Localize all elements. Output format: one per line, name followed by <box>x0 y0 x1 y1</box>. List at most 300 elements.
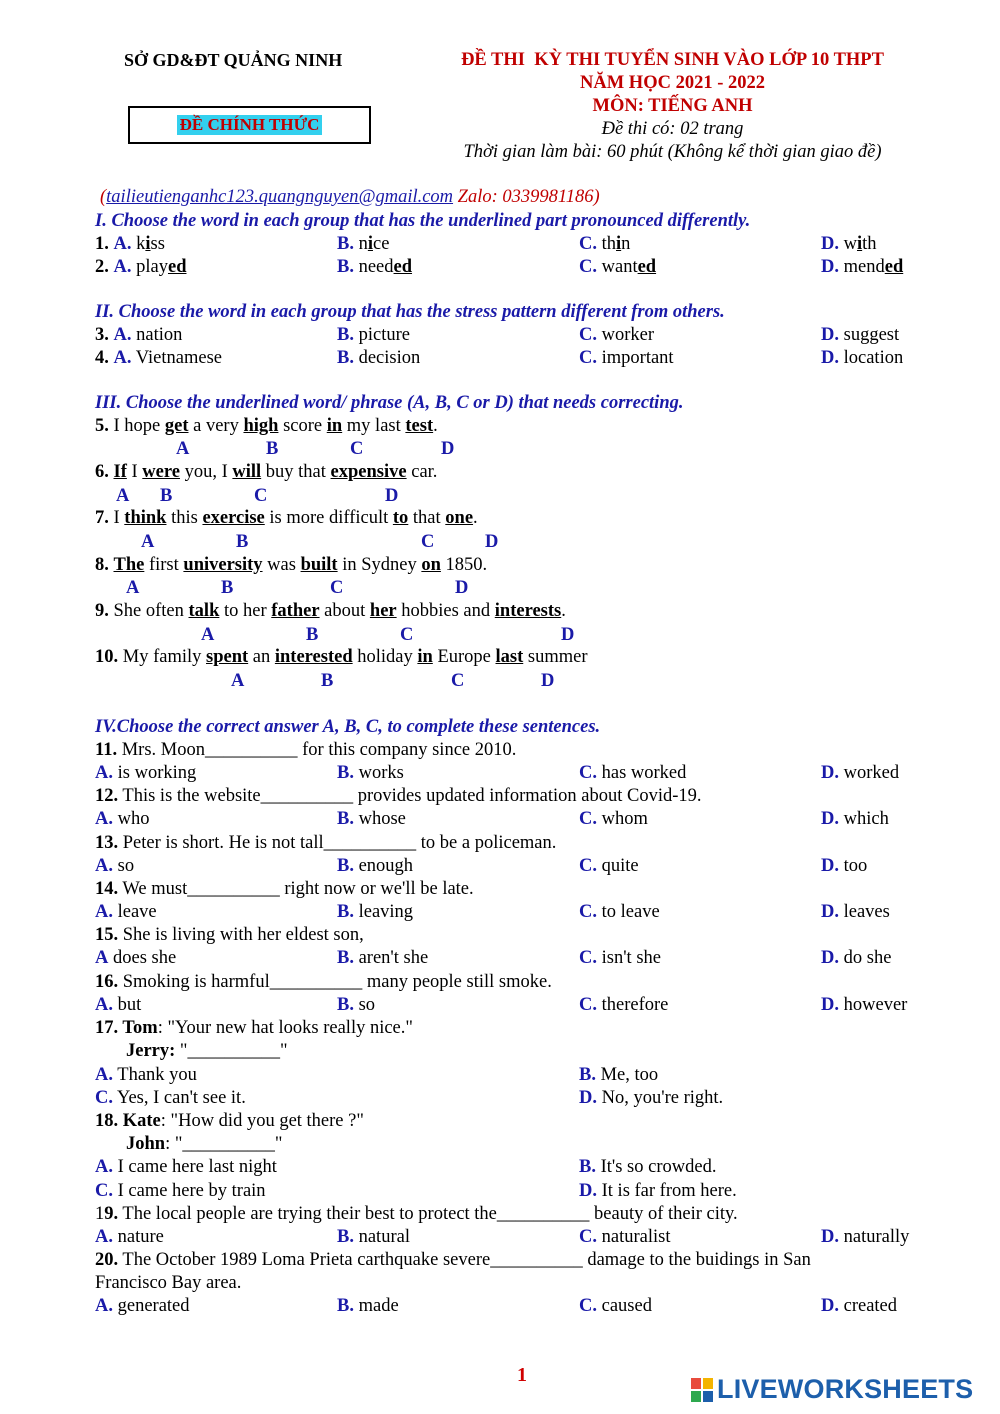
section-4-heading: IV.Choose the correct answer A, B, C, to complete these sentences. <box>95 717 601 737</box>
q17-c-text: Yes, I can't see it. <box>113 1088 246 1108</box>
q8-label-d: D <box>455 578 469 598</box>
q2-b <box>337 257 412 278</box>
official-label: ĐỀ CHÍNH THỨC <box>177 115 323 135</box>
q18-number: 18. <box>95 1111 119 1131</box>
section-2-heading: II. Choose the word in each group that has the stress pattern different from others. <box>95 302 725 322</box>
q11-d-text: worked <box>839 763 900 783</box>
q18-c-text: I came here by train <box>113 1181 266 1201</box>
school-year: NĂM HỌC 2021 - 2022 <box>580 73 765 93</box>
q18-stem <box>95 1111 364 1132</box>
q17-c-letter: C. <box>95 1088 113 1108</box>
q11-c-text: has worked <box>597 763 687 783</box>
q8-text-5: 1850. <box>440 555 488 575</box>
q10-label-c: C <box>451 671 465 691</box>
q10-text-3: holiday <box>352 647 418 667</box>
q15-d-text: do she <box>839 948 892 968</box>
question-3 <box>0 325 1000 348</box>
question-4 <box>0 348 1000 371</box>
q14-a[interactable] <box>95 902 157 923</box>
question-9 <box>95 601 566 622</box>
q16-number: 16. <box>95 972 119 992</box>
q17-c[interactable] <box>95 1088 246 1109</box>
q13-d-letter: D. <box>821 856 839 876</box>
q2-c-letter: C. <box>579 257 597 277</box>
q9-underlined-b: father <box>271 601 320 621</box>
q13-a-text: so <box>113 856 135 876</box>
q1-b-pre: n <box>358 234 368 254</box>
q17-b[interactable] <box>579 1065 658 1086</box>
q11-b-letter: B. <box>337 763 354 783</box>
q6-label-c: C <box>254 486 268 506</box>
q4-c-text: important <box>601 348 674 368</box>
q15-a-text: does she <box>108 948 177 968</box>
q20-d[interactable] <box>821 1296 897 1317</box>
q16-d[interactable] <box>821 995 907 1016</box>
q18-c[interactable] <box>95 1181 266 1202</box>
q12-d[interactable] <box>821 809 889 830</box>
q1-d-post: th <box>862 234 877 254</box>
q14-b-text: leaving <box>353 902 414 922</box>
q17-stem <box>95 1018 413 1039</box>
q16-b-letter: B. <box>337 995 354 1015</box>
q2-number: 2. <box>95 257 109 277</box>
official-label-box <box>128 106 371 144</box>
q15-d[interactable] <box>821 948 891 969</box>
q20-stem-line-2: Francisco Bay area. <box>95 1273 242 1293</box>
q11-options <box>0 763 1000 786</box>
q10-label-b: B <box>321 671 334 691</box>
q1-a-pre: k <box>136 234 146 254</box>
q15-d-letter: D. <box>821 948 839 968</box>
q6-label-a: A <box>116 486 130 506</box>
q9-text-3: about <box>319 601 370 621</box>
q17-number: 17. <box>95 1018 119 1038</box>
q3-number: 3. <box>95 325 109 345</box>
q16-b-text: so <box>353 995 376 1015</box>
q4-b <box>337 348 420 369</box>
q14-options <box>0 902 1000 925</box>
question-6 <box>95 462 437 483</box>
contact-zalo: Zalo: 0339981186) <box>453 187 600 207</box>
q11-b[interactable] <box>337 763 404 784</box>
q20-options <box>0 1296 1000 1319</box>
q5-label-b: B <box>266 439 279 459</box>
q13-c[interactable] <box>579 856 639 877</box>
q7-label-a: A <box>141 532 155 552</box>
q20-a-text: generated <box>113 1296 190 1316</box>
q4-b-letter: B. <box>337 348 354 368</box>
contact-line <box>100 187 600 208</box>
q1-b-post: ce <box>372 234 390 254</box>
q2-d-underlined: ed <box>884 257 904 277</box>
q9-label-a: A <box>201 625 215 645</box>
q10-text-1: My family <box>118 647 206 667</box>
exam-title: ĐỀ THI KỲ THI TUYỂN SINH VÀO LỚP 10 THPT <box>461 50 884 70</box>
q16-c-text: therefore <box>597 995 669 1015</box>
q13-b-text: enough <box>353 856 414 876</box>
q16-d-text: however <box>839 995 908 1015</box>
q12-b-letter: B. <box>337 809 354 829</box>
q17-options-row2 <box>0 1088 1000 1111</box>
q19-number-prefix: 1 <box>95 1204 105 1224</box>
q16-a[interactable] <box>95 995 141 1016</box>
q3-b-text: picture <box>358 325 410 345</box>
q9-label-d: D <box>561 625 575 645</box>
section-1-heading: I. Choose the word in each group that has the underlined part pronounced differently. <box>95 211 751 231</box>
page-number: 1 <box>517 1364 527 1386</box>
q19-c-letter: C. <box>579 1227 597 1247</box>
q10-text-5: summer <box>523 647 588 667</box>
q17-speaker-1: Tom <box>118 1018 158 1038</box>
q11-stem <box>95 740 516 761</box>
q13-c-letter: C. <box>579 856 597 876</box>
q14-d[interactable] <box>821 902 890 923</box>
q3-c-text: worker <box>601 325 655 345</box>
q19-a[interactable] <box>95 1227 164 1248</box>
q8-underlined-a: The <box>113 555 145 575</box>
liveworksheets-brand[interactable] <box>690 1374 973 1405</box>
q1-b <box>337 234 389 255</box>
q2-b-underlined: ed <box>393 257 413 277</box>
q9-label-b: B <box>306 625 319 645</box>
q19-options <box>0 1227 1000 1250</box>
q8-text-4: in Sydney <box>337 555 422 575</box>
q18-b-text: It's so crowded. <box>595 1157 717 1177</box>
q17-a-text: Thank you <box>113 1065 197 1085</box>
q12-a-letter: A. <box>95 809 113 829</box>
q1-a <box>95 234 165 255</box>
q2-c-underlined: ed <box>637 257 657 277</box>
q7-label-d: D <box>485 532 499 552</box>
q16-c-letter: C. <box>579 995 597 1015</box>
q20-number: 20. <box>95 1250 119 1270</box>
q13-b-letter: B. <box>337 856 354 876</box>
q15-a[interactable] <box>95 948 176 969</box>
q2-a-pre: play <box>136 257 168 277</box>
q12-c-text: whom <box>597 809 648 829</box>
q10-label-a: A <box>231 671 245 691</box>
q6-label-b: B <box>160 486 173 506</box>
q1-number: 1. <box>95 234 109 254</box>
q14-c-letter: C. <box>579 902 597 922</box>
q15-c-text: isn't she <box>597 948 661 968</box>
q16-d-letter: D. <box>821 995 839 1015</box>
q3-c-letter: C. <box>579 325 597 345</box>
q8-label-c: C <box>330 578 344 598</box>
liveworksheets-logo-icon <box>690 1377 714 1403</box>
q18-c-letter: C. <box>95 1181 113 1201</box>
q14-a-text: leave <box>113 902 157 922</box>
q8-underlined-c: built <box>300 555 338 575</box>
q12-a[interactable] <box>95 809 150 830</box>
q19-c[interactable] <box>579 1227 670 1248</box>
q6-text-5: car. <box>406 462 438 482</box>
q16-c[interactable] <box>579 995 668 1016</box>
q9-underlined-c: her <box>369 601 397 621</box>
q18-a[interactable] <box>95 1157 277 1178</box>
q15-stem <box>95 925 364 946</box>
q18-d-letter: D. <box>579 1181 597 1201</box>
q12-b-text: whose <box>353 809 406 829</box>
department-name: SỞ GD&ĐT QUẢNG NINH <box>124 50 343 70</box>
q19-d[interactable] <box>821 1227 909 1248</box>
q3-a <box>95 325 182 346</box>
q12-d-text: which <box>839 809 889 829</box>
q20-b-letter: B. <box>337 1296 354 1316</box>
q1-b-letter: B. <box>337 234 354 254</box>
q12-c[interactable] <box>579 809 648 830</box>
q18-reply <box>126 1134 282 1155</box>
q7-underlined-c: to <box>392 508 409 528</box>
q12-c-letter: C. <box>579 809 597 829</box>
q5-text-5: . <box>433 416 438 436</box>
q14-number: 14. <box>95 879 119 899</box>
q6-underlined-a: If <box>113 462 127 482</box>
contact-email-link[interactable]: tailieutienganhc123.quangnguyen@gmail.com <box>106 187 454 207</box>
q9-text-1: She often <box>108 601 189 621</box>
q8-label-b: B <box>221 578 234 598</box>
q20-stem <box>95 1250 811 1271</box>
q16-a-text: but <box>113 995 142 1015</box>
q9-text-5: . <box>561 601 566 621</box>
q20-d-text: created <box>839 1296 898 1316</box>
question-7 <box>95 508 478 529</box>
q20-stem-text-1: The October 1989 Loma Prieta carthquake severe__________ damage to the buidings in San <box>118 1250 811 1270</box>
q6-label-d: D <box>385 486 399 506</box>
q13-options <box>0 856 1000 879</box>
q12-d-letter: D. <box>821 809 839 829</box>
q17-d-text: No, you're right. <box>597 1088 724 1108</box>
q11-a-text: is working <box>113 763 197 783</box>
q3-c <box>579 325 654 346</box>
q14-c[interactable] <box>579 902 660 923</box>
q14-c-text: to leave <box>597 902 660 922</box>
q16-stem-text: Smoking is harmful__________ many people still smoke. <box>118 972 552 992</box>
q7-text-4: that <box>408 508 446 528</box>
q7-text-5: . <box>473 508 478 528</box>
q7-number: 7. <box>95 508 109 528</box>
q7-underlined-a: think <box>124 508 167 528</box>
q5-label-c: C <box>350 439 364 459</box>
q15-b[interactable] <box>337 948 428 969</box>
q3-a-letter: A. <box>113 325 132 345</box>
pages-info: Đề thi có: 02 trang <box>601 119 744 139</box>
q18-a-letter: A. <box>95 1157 113 1177</box>
q1-d-underlined: i <box>857 234 863 254</box>
q19-stem <box>95 1204 738 1225</box>
q18-options-row1 <box>0 1157 1000 1180</box>
q1-c <box>579 234 630 255</box>
q19-b-text: natural <box>353 1227 410 1247</box>
q10-number: 10. <box>95 647 119 667</box>
q4-a <box>95 348 222 369</box>
q15-options <box>0 948 1000 971</box>
q20-b-text: made <box>353 1296 399 1316</box>
q18-line-2: : "__________" <box>165 1134 283 1154</box>
q19-a-letter: A. <box>95 1227 113 1247</box>
q17-line-1: : "Your new hat looks really nice." <box>157 1018 413 1038</box>
q15-stem-text: She is living with her eldest son, <box>118 925 364 945</box>
q2-c <box>579 257 656 278</box>
q11-c-letter: C. <box>579 763 597 783</box>
q8-underlined-b: university <box>183 555 263 575</box>
q2-d-letter: D. <box>821 257 839 277</box>
q17-a[interactable] <box>95 1065 197 1086</box>
q9-number: 9. <box>95 601 109 621</box>
q18-a-text: I came here last night <box>113 1157 277 1177</box>
q17-a-letter: A. <box>95 1065 113 1085</box>
q11-stem-text: Mrs. Moon__________ for this company since 2010. <box>117 740 517 760</box>
q5-text-3: score <box>278 416 327 436</box>
q8-number: 8. <box>95 555 109 575</box>
q17-d-letter: D. <box>579 1088 597 1108</box>
q20-b[interactable] <box>337 1296 399 1317</box>
q16-b[interactable] <box>337 995 375 1016</box>
q7-label-b: B <box>236 532 249 552</box>
q1-c-post: n <box>621 234 631 254</box>
q12-stem <box>95 786 702 807</box>
q10-underlined-c: in <box>417 647 433 667</box>
q11-a-letter: A. <box>95 763 113 783</box>
q13-b[interactable] <box>337 856 413 877</box>
q10-text-4: Europe <box>432 647 496 667</box>
q10-underlined-b: interested <box>274 647 353 667</box>
q2-c-pre: want <box>601 257 638 277</box>
q6-text-4: buy that <box>261 462 331 482</box>
q5-text-1: I hope <box>108 416 165 436</box>
q13-stem <box>95 833 556 854</box>
time-info: Thời gian làm bài: 60 phút (Không kể thời gian giao đề) <box>463 142 882 162</box>
q7-underlined-d: one <box>445 508 474 528</box>
liveworksheets-brand-text: LIVEWORKSHEETS <box>717 1374 974 1404</box>
q20-d-letter: D. <box>821 1296 839 1316</box>
q18-speaker-1: Kate <box>118 1111 161 1131</box>
q18-b-letter: B. <box>579 1157 596 1177</box>
q2-b-letter: B. <box>337 257 354 277</box>
q19-stem-text: The local people are trying their best to protect the__________ beauty of their city. <box>118 1204 738 1224</box>
q20-c[interactable] <box>579 1296 652 1317</box>
q1-d-pre: w <box>843 234 857 254</box>
q17-options-row1 <box>0 1065 1000 1088</box>
q5-label-a: A <box>176 439 190 459</box>
q14-b-letter: B. <box>337 902 354 922</box>
q9-text-2: to her <box>219 601 272 621</box>
q9-underlined-a: talk <box>188 601 220 621</box>
q18-speaker-2: John <box>126 1134 166 1154</box>
q7-label-c: C <box>421 532 435 552</box>
q11-b-text: works <box>353 763 404 783</box>
q17-d[interactable] <box>579 1088 723 1109</box>
q14-d-letter: D. <box>821 902 839 922</box>
q13-a[interactable] <box>95 856 134 877</box>
q4-a-text: Vietnamese <box>135 348 223 368</box>
q16-stem <box>95 972 552 993</box>
q5-underlined-a: get <box>164 416 189 436</box>
q17-b-text: Me, too <box>595 1065 659 1085</box>
q4-c-letter: C. <box>579 348 597 368</box>
q2-b-pre: need <box>358 257 394 277</box>
q4-d-text: location <box>843 348 904 368</box>
q14-b[interactable] <box>337 902 413 923</box>
subject-name: MÔN: TIẾNG ANH <box>592 96 753 116</box>
q5-underlined-d: test <box>405 416 434 436</box>
q18-d-text: It is far from here. <box>597 1181 737 1201</box>
q15-c[interactable] <box>579 948 661 969</box>
q7-text-3: is more difficult <box>264 508 393 528</box>
q3-a-text: nation <box>136 325 183 345</box>
q2-a <box>95 257 186 278</box>
q19-a-text: nature <box>113 1227 164 1247</box>
q2-a-underlined: ed <box>167 257 187 277</box>
q19-number: 9. <box>104 1204 119 1224</box>
q4-d <box>821 348 903 369</box>
q19-d-text: naturally <box>839 1227 910 1247</box>
q6-number: 6. <box>95 462 109 482</box>
exam-header <box>425 49 920 164</box>
q11-number: 11. <box>95 740 118 760</box>
q3-b-letter: B. <box>337 325 354 345</box>
q1-a-letter: A. <box>113 234 132 254</box>
q3-d-text: suggest <box>843 325 900 345</box>
q20-a[interactable] <box>95 1296 190 1317</box>
q2-d <box>821 257 903 278</box>
q9-underlined-d: interests <box>494 601 562 621</box>
q13-c-text: quite <box>597 856 639 876</box>
q12-number: 12. <box>95 786 119 806</box>
q19-d-letter: D. <box>821 1227 839 1247</box>
q8-text-3: was <box>262 555 301 575</box>
q6-underlined-d: expensive <box>330 462 407 482</box>
q12-stem-text: This is the website__________ provides updated information about Covid-19. <box>118 786 702 806</box>
q4-number: 4. <box>95 348 109 368</box>
q11-d-letter: D. <box>821 763 839 783</box>
q6-underlined-b: were <box>142 462 180 482</box>
q1-c-letter: C. <box>579 234 597 254</box>
q11-c[interactable] <box>579 763 686 784</box>
q1-a-post: ss <box>150 234 165 254</box>
q13-stem-text: Peter is short. He is not tall__________ to be a policeman. <box>118 833 557 853</box>
q4-b-text: decision <box>358 348 421 368</box>
q10-text-2: an <box>248 647 275 667</box>
q14-stem <box>95 879 474 900</box>
q18-d[interactable] <box>579 1181 737 1202</box>
q13-d-text: too <box>839 856 868 876</box>
q18-options-row2 <box>0 1181 1000 1204</box>
q10-label-d: D <box>541 671 555 691</box>
q4-c <box>579 348 674 369</box>
q13-d[interactable] <box>821 856 867 877</box>
q6-underlined-c: will <box>232 462 262 482</box>
q18-b[interactable] <box>579 1157 716 1178</box>
question-5 <box>95 416 438 437</box>
q15-b-letter: B. <box>337 948 354 968</box>
q5-text-2: a very <box>188 416 244 436</box>
q11-d[interactable] <box>821 763 899 784</box>
q19-c-text: naturalist <box>597 1227 671 1247</box>
question-1 <box>0 234 1000 257</box>
q20-a-letter: A. <box>95 1296 113 1316</box>
q19-b[interactable] <box>337 1227 410 1248</box>
q1-c-pre: th <box>601 234 617 254</box>
q17-b-letter: B. <box>579 1065 596 1085</box>
q12-b[interactable] <box>337 809 406 830</box>
question-2 <box>0 257 1000 280</box>
q14-d-text: leaves <box>839 902 890 922</box>
q7-text-1: I <box>108 508 125 528</box>
q11-a[interactable] <box>95 763 196 784</box>
q19-b-letter: B. <box>337 1227 354 1247</box>
q8-text-2: first <box>144 555 184 575</box>
